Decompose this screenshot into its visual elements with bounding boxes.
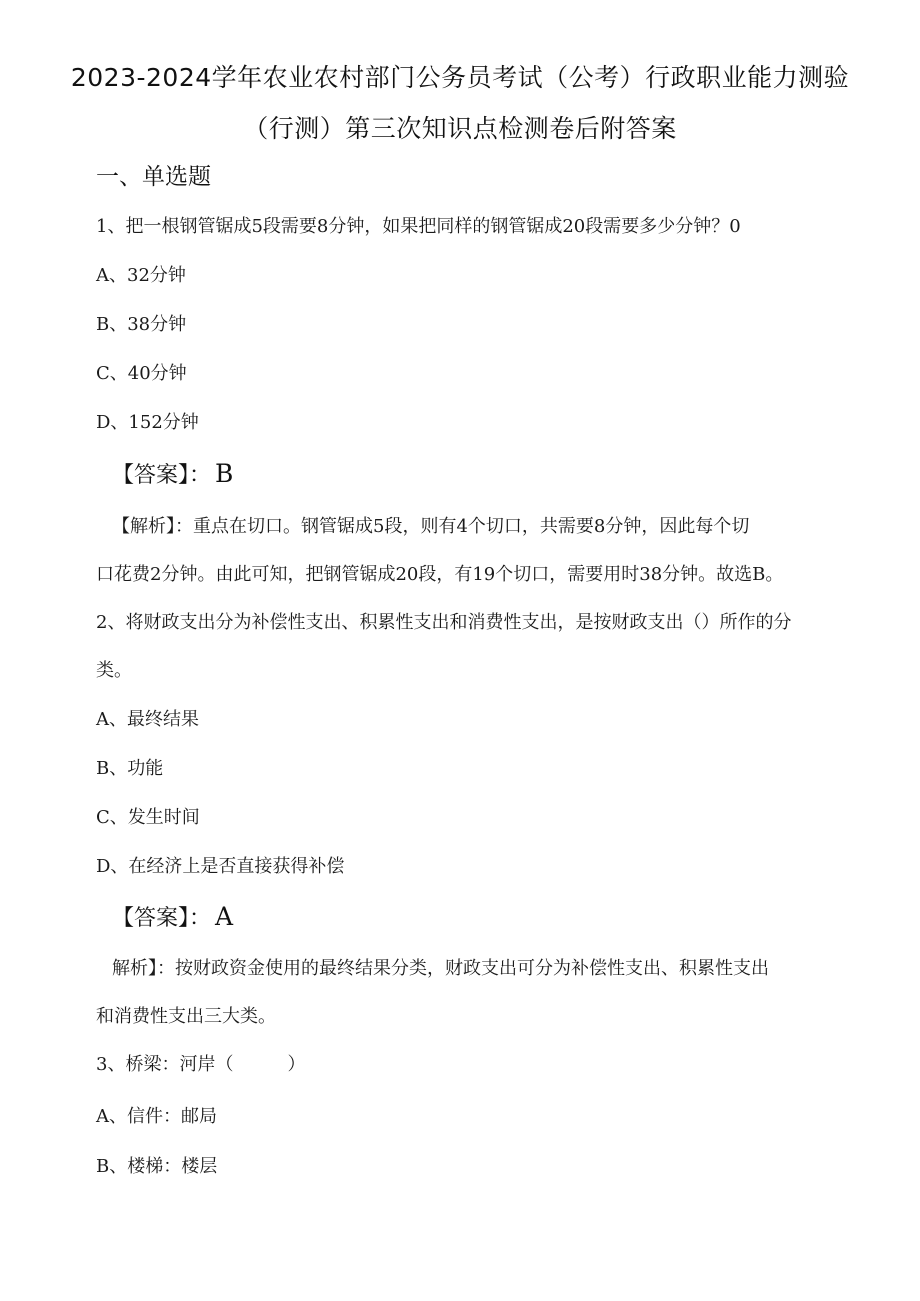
- question-2-option-b: B、功能: [96, 758, 164, 779]
- question-1-answer: [112, 458, 233, 489]
- question-2-analysis-line-2: 和消费性支出三大类。: [96, 1006, 276, 1027]
- question-1-analysis-line-1: [112, 512, 749, 538]
- question-2-answer: [112, 901, 233, 932]
- question-2-stem-line-2: 类。: [96, 660, 132, 681]
- answer-label: 【答案】：: [112, 906, 212, 931]
- answer-value: A: [215, 902, 234, 931]
- answer-label: 【答案】：: [112, 463, 212, 488]
- answer-value: B: [215, 459, 234, 488]
- question-2-stem-line-1: 2、将财政支出分为补偿性支出、积累性支出和消费性支出，是按财政支出（）所作的分: [96, 612, 792, 633]
- question-2-option-d: D、在经济上是否直接获得补偿: [96, 856, 345, 877]
- question-3-option-b: B、楼梯：楼层: [96, 1156, 218, 1177]
- question-1-option-d: D、152分钟: [96, 412, 199, 433]
- question-1-stem: 1、把一根钢管锯成5段需要8分钟，如果把同样的钢管锯成20段需要多少分钟？0: [96, 216, 741, 237]
- section-heading: 一、单选题: [96, 164, 211, 190]
- analysis-text: ：重点在切口。钢管锯成5段，则有4个切口，共需要8分钟，因此每个切: [175, 516, 750, 537]
- analysis-text: ：按财政资金使用的最终结果分类，财政支出可分为补偿性支出、积累性支出: [157, 958, 769, 979]
- analysis-label: 解析】: [112, 958, 157, 979]
- analysis-label: 【解析】: [112, 516, 175, 537]
- question-2-option-a: A、最终结果: [96, 709, 199, 730]
- document-title-line-2: （行测）第三次知识点检测卷后附答案: [243, 114, 677, 143]
- document-title-line-1: 2023-2024学年农业农村部门公务员考试（公考）行政职业能力测验: [70, 63, 850, 92]
- question-3-stem: 3、桥梁：河岸（ ）: [96, 1054, 306, 1075]
- question-2-option-c: C、发生时间: [96, 807, 200, 828]
- question-3-option-a: A、信件：邮局: [96, 1106, 217, 1127]
- question-1-option-a: A、32分钟: [96, 265, 186, 286]
- question-1-analysis-line-2: 口花费2分钟。由此可知，把钢管锯成20段，有19个切口，需要用时38分钟。故选B。: [96, 564, 784, 585]
- question-2-analysis-line-1: [112, 954, 769, 980]
- question-1-option-c: C、40分钟: [96, 363, 187, 384]
- question-1-option-b: B、38分钟: [96, 314, 187, 335]
